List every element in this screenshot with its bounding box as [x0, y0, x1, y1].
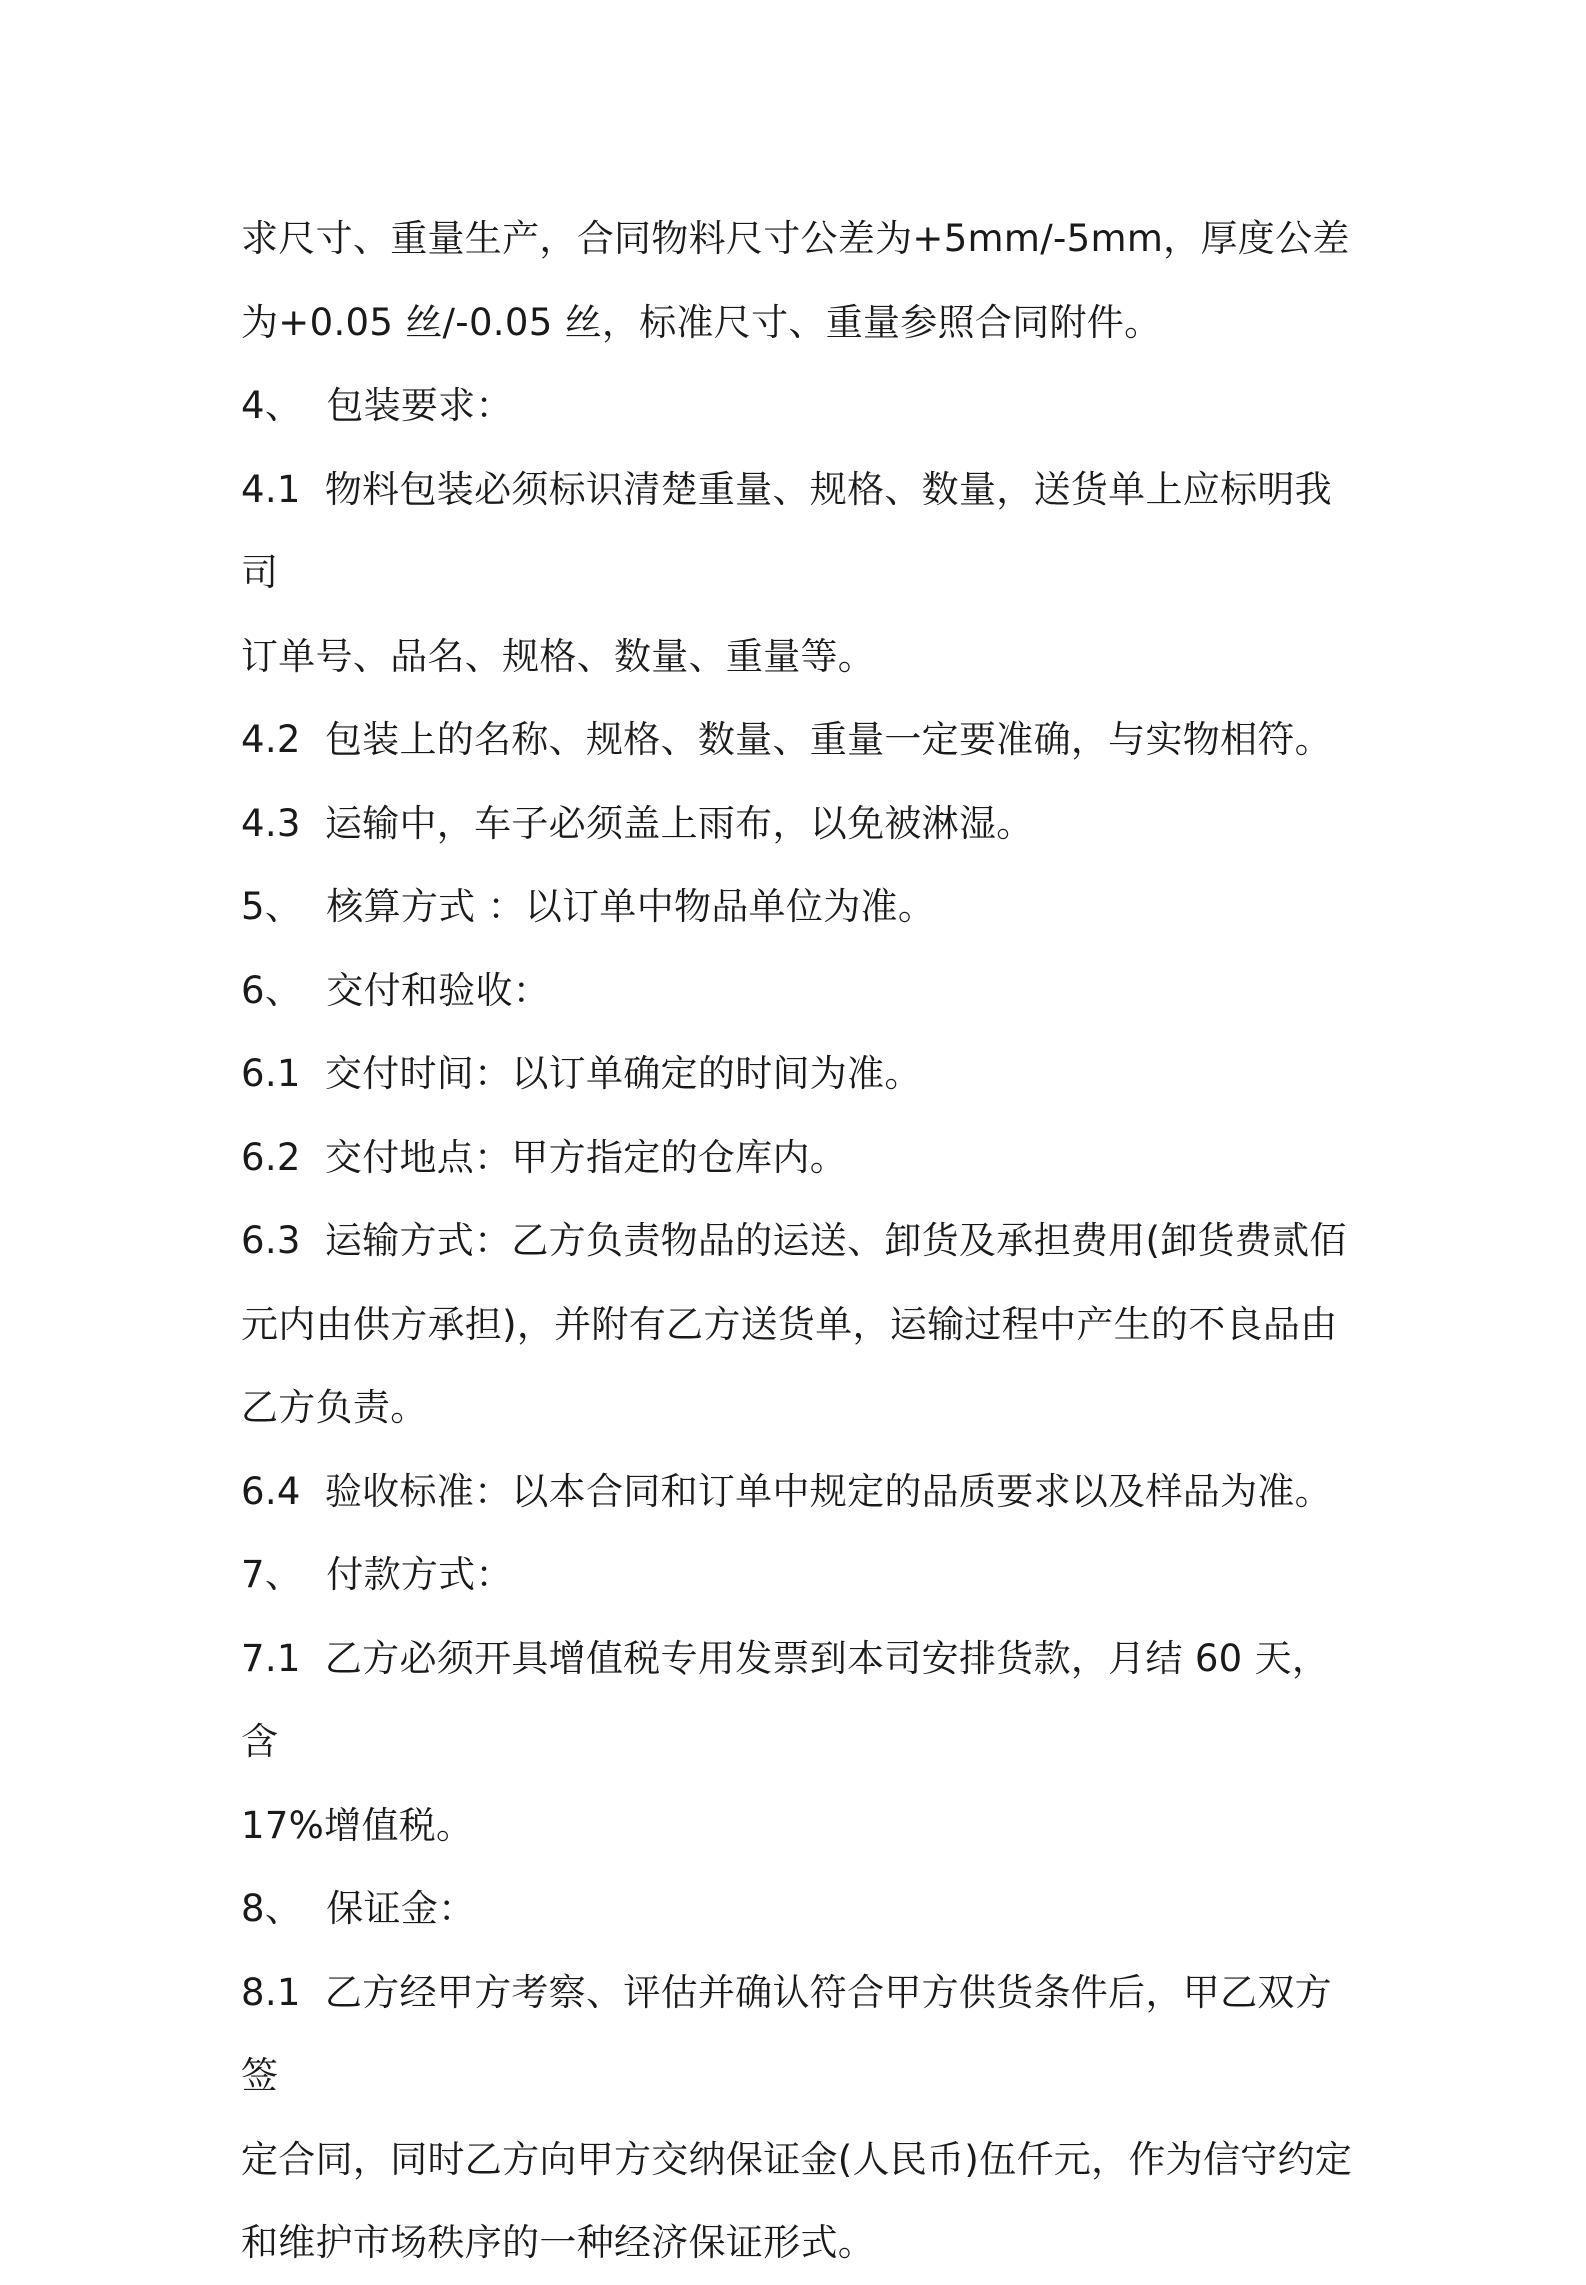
document-body	[241, 197, 1361, 2285]
text-line: 4.2 包装上的名称、规格、数量、重量一定要准确，与实物相符。	[241, 718, 1332, 761]
text-line: 求尺寸、重量生产，合同物料尺寸公差为+5mm/-5mm，厚度公差	[241, 217, 1350, 260]
text-line: 订单号、品名、规格、数量、重量等。	[241, 634, 876, 678]
section-heading: 8、 保证金：	[241, 1887, 476, 1930]
text-line: 定合同，同时乙方向甲方交纳保证金(人民币)伍仟元，作为信守约定	[241, 2137, 1353, 2181]
section-heading: 6、 交付和验收：	[241, 968, 551, 1012]
text-line: 和维护市场秩序的一种经济保证形式。	[241, 2221, 876, 2264]
text-line: 为+0.05 丝/-0.05 丝，标准尺寸、重量参照合同附件。	[241, 300, 1162, 344]
text-line: 7.1 乙方必须开具增值税专用发票到本司安排货款，月结 60 天，含	[241, 1636, 1330, 1763]
text-line: 6.3 运输方式：乙方负责物品的运送、卸货及承担费用(卸货费贰佰	[241, 1219, 1347, 1262]
text-line: 6.2 交付地点：甲方指定的仓库内。	[241, 1135, 848, 1179]
section-heading: 5、 核算方式 ：以订单中物品单位为准。	[241, 885, 936, 928]
text-line: 4.1 物料包装必须标识清楚重量、规格、数量，送货单上应标明我司	[241, 467, 1332, 594]
text-line: 17%增值税。	[241, 1803, 474, 1847]
text-line: 6.1 交付时间：以订单确定的时间为准。	[241, 1052, 922, 1095]
text-line: 6.4 验收标准：以本合同和订单中规定的品质要求以及样品为准。	[241, 1469, 1332, 1513]
section-heading: 4、 包装要求：	[241, 384, 513, 427]
text-line: 8.1 乙方经甲方考察、评估并确认符合甲方供货条件后，甲乙双方签	[241, 1970, 1332, 2097]
text-line: 4.3 运输中，车子必须盖上雨布，以免被淋湿。	[241, 801, 1034, 845]
text-line: 乙方负责。	[241, 1386, 428, 1429]
text-line: 元内由供方承担)，并附有乙方送货单，运输过程中产生的不良品由	[241, 1302, 1338, 1346]
section-heading: 7、 付款方式：	[241, 1553, 513, 1596]
